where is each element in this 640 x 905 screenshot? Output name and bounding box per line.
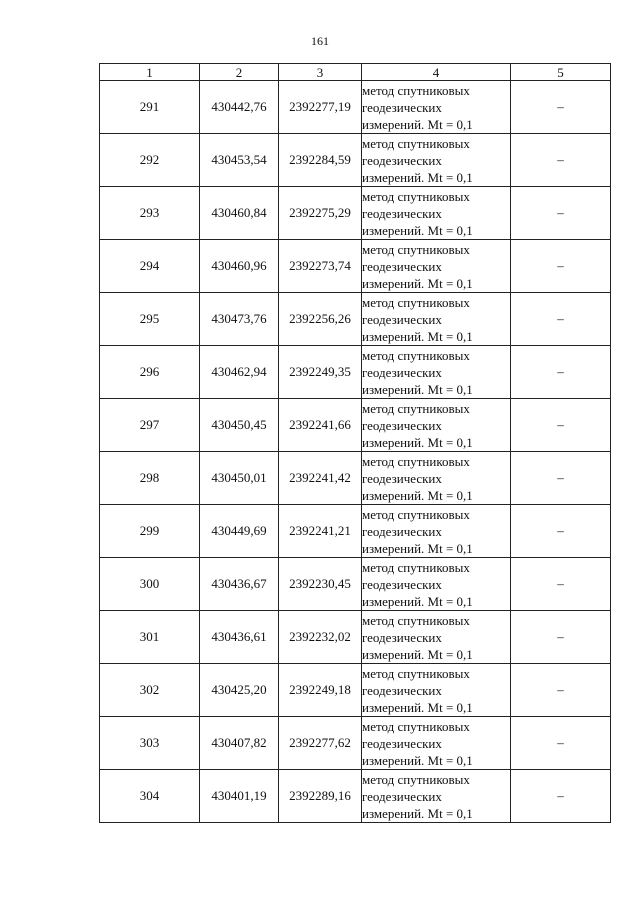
header-cell-1: 1: [100, 64, 200, 81]
point-number-cell: 301: [100, 611, 200, 664]
point-number-cell: 296: [100, 346, 200, 399]
y-coordinate-cell: 2392232,02: [279, 611, 362, 664]
method-line: измерений. Mt = 0,1: [362, 540, 473, 556]
table-row: [100, 346, 611, 399]
method-cell: [362, 293, 511, 346]
point-number-cell: 303: [100, 717, 200, 770]
method-line: геодезических: [362, 99, 442, 115]
method-line: метод спутниковых: [362, 241, 470, 257]
column-5-cell: –: [511, 770, 611, 823]
point-number-cell: 291: [100, 81, 200, 134]
x-coordinate-cell: 430436,61: [200, 611, 279, 664]
table-row: [100, 558, 611, 611]
point-number-cell: 300: [100, 558, 200, 611]
method-line: измерений. Mt = 0,1: [362, 752, 473, 768]
x-coordinate-cell: 430462,94: [200, 346, 279, 399]
y-coordinate-cell: 2392256,26: [279, 293, 362, 346]
method-cell: [362, 134, 511, 187]
x-coordinate-cell: 430442,76: [200, 81, 279, 134]
method-line: измерений. Mt = 0,1: [362, 116, 473, 132]
method-line: метод спутниковых: [362, 506, 470, 522]
method-cell: [362, 399, 511, 452]
table-row: [100, 293, 611, 346]
x-coordinate-cell: 430407,82: [200, 717, 279, 770]
method-line: геодезических: [362, 735, 442, 751]
y-coordinate-cell: 2392249,18: [279, 664, 362, 717]
point-number-cell: 294: [100, 240, 200, 293]
y-coordinate-cell: 2392241,42: [279, 452, 362, 505]
y-coordinate-cell: 2392277,19: [279, 81, 362, 134]
x-coordinate-cell: 430450,01: [200, 452, 279, 505]
y-coordinate-cell: 2392249,35: [279, 346, 362, 399]
method-cell: [362, 717, 511, 770]
column-5-cell: –: [511, 81, 611, 134]
method-cell: [362, 611, 511, 664]
method-line: измерений. Mt = 0,1: [362, 222, 473, 238]
x-coordinate-cell: 430449,69: [200, 505, 279, 558]
method-line: метод спутниковых: [362, 718, 470, 734]
x-coordinate-cell: 430460,84: [200, 187, 279, 240]
method-cell: [362, 558, 511, 611]
method-cell: [362, 240, 511, 293]
y-coordinate-cell: 2392273,74: [279, 240, 362, 293]
header-row: [100, 64, 611, 81]
method-line: геодезических: [362, 205, 442, 221]
point-number-cell: 295: [100, 293, 200, 346]
method-line: измерений. Mt = 0,1: [362, 699, 473, 715]
method-cell: [362, 81, 511, 134]
column-5-cell: –: [511, 240, 611, 293]
method-line: геодезических: [362, 364, 442, 380]
table-row: [100, 770, 611, 823]
table-body: [100, 81, 611, 823]
method-line: геодезических: [362, 523, 442, 539]
method-line: геодезических: [362, 470, 442, 486]
column-5-cell: –: [511, 664, 611, 717]
table-row: [100, 452, 611, 505]
table-row: [100, 505, 611, 558]
method-line: метод спутниковых: [362, 612, 470, 628]
table-row: [100, 717, 611, 770]
method-line: метод спутниковых: [362, 294, 470, 310]
header-cell-5: 5: [511, 64, 611, 81]
y-coordinate-cell: 2392275,29: [279, 187, 362, 240]
table-header: [100, 64, 611, 81]
point-number-cell: 304: [100, 770, 200, 823]
method-line: геодезических: [362, 152, 442, 168]
method-line: метод спутниковых: [362, 559, 470, 575]
table-row: [100, 399, 611, 452]
method-line: измерений. Mt = 0,1: [362, 328, 473, 344]
method-line: геодезических: [362, 417, 442, 433]
point-number-cell: 298: [100, 452, 200, 505]
method-line: метод спутниковых: [362, 665, 470, 681]
method-line: геодезических: [362, 682, 442, 698]
method-line: измерений. Mt = 0,1: [362, 381, 473, 397]
method-line: измерений. Mt = 0,1: [362, 805, 473, 821]
method-line: измерений. Mt = 0,1: [362, 646, 473, 662]
method-cell: [362, 346, 511, 399]
column-5-cell: –: [511, 717, 611, 770]
header-cell-4: 4: [362, 64, 511, 81]
x-coordinate-cell: 430401,19: [200, 770, 279, 823]
method-line: геодезических: [362, 788, 442, 804]
x-coordinate-cell: 430450,45: [200, 399, 279, 452]
method-line: измерений. Mt = 0,1: [362, 593, 473, 609]
point-number-cell: 292: [100, 134, 200, 187]
method-line: измерений. Mt = 0,1: [362, 169, 473, 185]
point-number-cell: 293: [100, 187, 200, 240]
x-coordinate-cell: 430473,76: [200, 293, 279, 346]
method-line: метод спутниковых: [362, 453, 470, 469]
method-line: метод спутниковых: [362, 188, 470, 204]
method-cell: [362, 770, 511, 823]
column-5-cell: –: [511, 346, 611, 399]
y-coordinate-cell: 2392241,21: [279, 505, 362, 558]
column-5-cell: –: [511, 399, 611, 452]
method-line: метод спутниковых: [362, 82, 470, 98]
method-line: метод спутниковых: [362, 135, 470, 151]
column-5-cell: –: [511, 134, 611, 187]
method-line: измерений. Mt = 0,1: [362, 275, 473, 291]
table-row: [100, 611, 611, 664]
header-cell-2: 2: [200, 64, 279, 81]
y-coordinate-cell: 2392277,62: [279, 717, 362, 770]
column-5-cell: –: [511, 505, 611, 558]
method-line: метод спутниковых: [362, 771, 470, 787]
table-row: [100, 664, 611, 717]
header-cell-3: 3: [279, 64, 362, 81]
method-line: геодезических: [362, 258, 442, 274]
column-5-cell: –: [511, 611, 611, 664]
point-number-cell: 299: [100, 505, 200, 558]
method-cell: [362, 187, 511, 240]
method-line: геодезических: [362, 629, 442, 645]
method-line: измерений. Mt = 0,1: [362, 434, 473, 450]
column-5-cell: –: [511, 558, 611, 611]
method-line: геодезических: [362, 311, 442, 327]
page-number: 161: [311, 34, 329, 48]
table-row: [100, 187, 611, 240]
x-coordinate-cell: 430460,96: [200, 240, 279, 293]
y-coordinate-cell: 2392241,66: [279, 399, 362, 452]
column-5-cell: –: [511, 452, 611, 505]
y-coordinate-cell: 2392230,45: [279, 558, 362, 611]
coordinates-table: [99, 63, 611, 823]
y-coordinate-cell: 2392289,16: [279, 770, 362, 823]
method-line: геодезических: [362, 576, 442, 592]
y-coordinate-cell: 2392284,59: [279, 134, 362, 187]
table-row: [100, 81, 611, 134]
method-cell: [362, 452, 511, 505]
x-coordinate-cell: 430453,54: [200, 134, 279, 187]
method-line: метод спутниковых: [362, 400, 470, 416]
table-row: [100, 134, 611, 187]
method-cell: [362, 664, 511, 717]
point-number-cell: 302: [100, 664, 200, 717]
x-coordinate-cell: 430425,20: [200, 664, 279, 717]
point-number-cell: 297: [100, 399, 200, 452]
column-5-cell: –: [511, 293, 611, 346]
x-coordinate-cell: 430436,67: [200, 558, 279, 611]
method-line: измерений. Mt = 0,1: [362, 487, 473, 503]
column-5-cell: –: [511, 187, 611, 240]
table-row: [100, 240, 611, 293]
method-line: метод спутниковых: [362, 347, 470, 363]
method-cell: [362, 505, 511, 558]
